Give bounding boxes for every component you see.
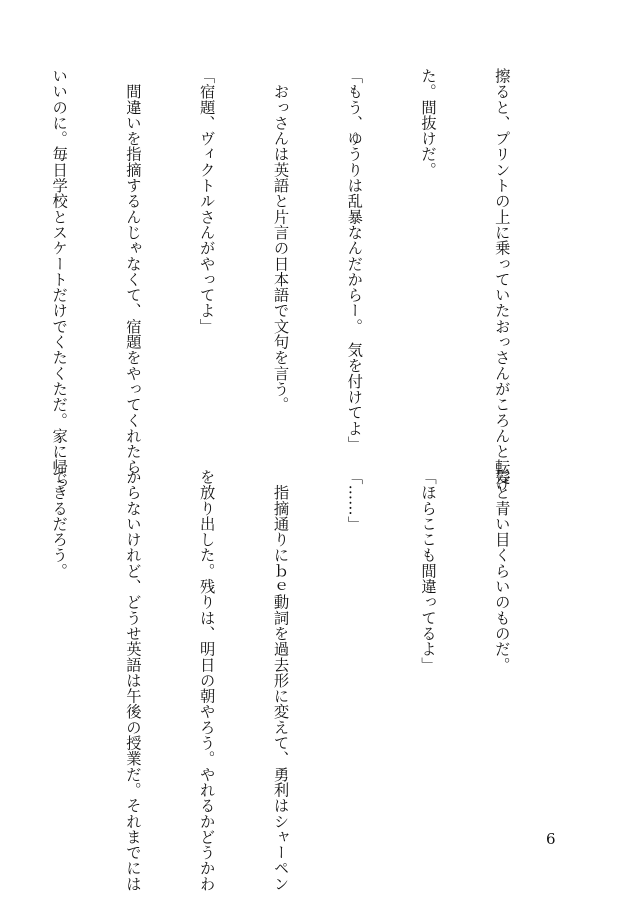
text-line: 間違いを指摘するんじゃなくて、宿題をやってくれたら xyxy=(123,68,142,475)
text-line: 「宿題、ヴィクトルさんがやってよ」 xyxy=(197,68,216,335)
text-line: 指摘通りにｂｅ動詞を過去形に変えて、勇利はシャーペン xyxy=(271,469,290,892)
text-line: できるだろう。 xyxy=(50,469,69,579)
page-number: 6 xyxy=(546,830,556,848)
text-line: を放り出した。残りは、明日の朝やろう。やれるかどうかわ xyxy=(197,469,216,892)
text-line: 「ほらここも間違ってるよ」 xyxy=(419,469,438,673)
text-line: た。間抜けだ。 xyxy=(419,68,438,178)
text-line: 擦ると、プリントの上に乗っていたおっさんがころんと転げ xyxy=(492,68,511,491)
text-line: 「……」 xyxy=(345,469,364,532)
upper-text-block xyxy=(0,68,563,491)
lower-text-block xyxy=(0,469,563,892)
text-line: いいのに。毎日学校とスケートだけでくたくただ。家に帰っ xyxy=(50,68,69,491)
text-line: おっさんは英語と片言の日本語で文句を言う。 xyxy=(271,68,290,413)
text-line: からないけれど、どうせ英語は午後の授業だ。それまでには xyxy=(123,469,142,892)
text-line: 「もう、ゆうりは乱暴なんだからー。 気を付けてよ」 xyxy=(345,68,364,452)
text-line: 髪と青い目くらいのものだ。 xyxy=(492,469,511,673)
